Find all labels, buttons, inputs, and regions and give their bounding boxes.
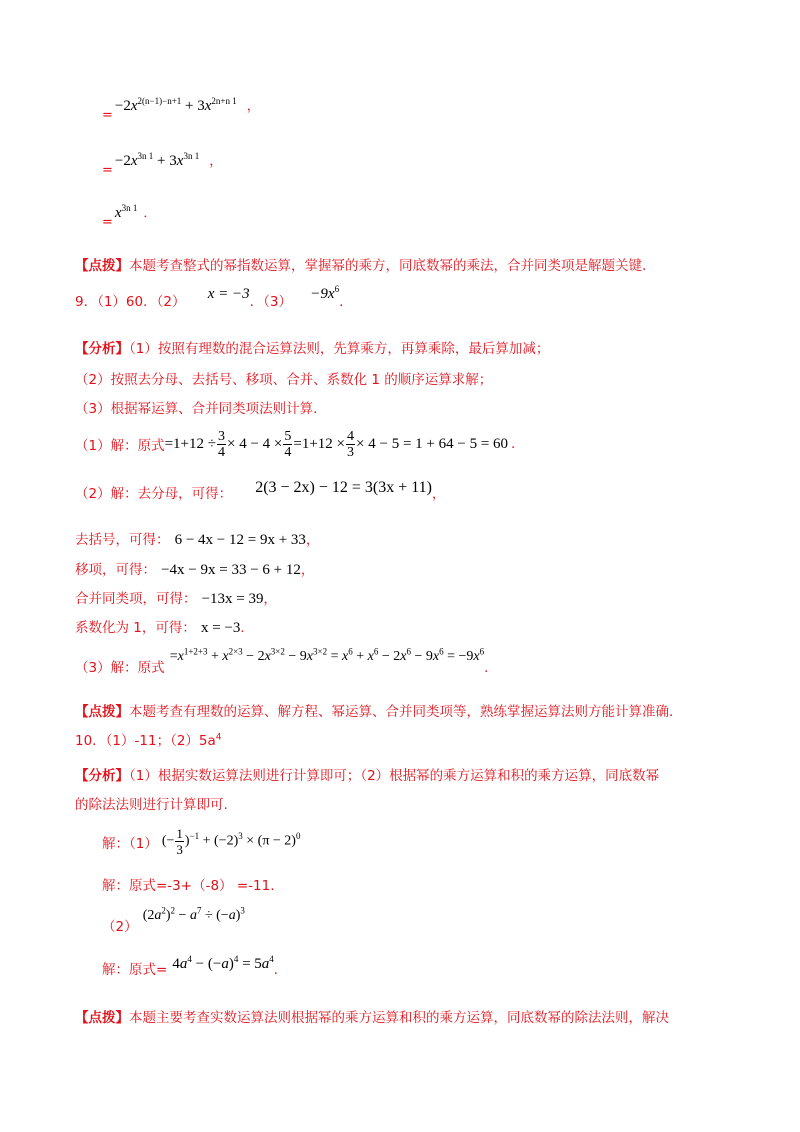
- fraction-5-4: $\frac{5}{4}$: [284, 428, 292, 460]
- solution-10-1-result: 解：原式=-3+（-8） =-11.: [102, 878, 275, 894]
- tip-tag: 【点拨】: [75, 258, 129, 274]
- analysis-10-line-1: 【分析】（1）根据实数运算法则进行计算即可；（2）根据幂的乘方运算和积的乘方运算，同底数幂: [75, 768, 660, 784]
- step-move-terms: 移项，可得： −4x − 9x = 33 − 6 + 12，: [75, 562, 314, 578]
- tip-2: 【点拨】本题考查有理数的运算、解方程、幂运算、合并同类项等，熟练掌握运算法则方能计算准确.: [75, 704, 674, 720]
- solution-10-2-problem: $_{(2)}$ $(2a^2)^2 - a^7 \div (-a)^3$: [102, 905, 245, 935]
- analysis-10-line-2: 的除法法则进行计算即可.: [75, 797, 228, 813]
- tip-1: 【点拨】本题考查整式的幂指数运算，掌握幂的乘方，同底数幂的乘法，合并同类项是解题关键.: [75, 258, 647, 274]
- step-combine-like-terms: 合并同类项，可得： −13x = 39，: [75, 591, 277, 607]
- solution-10-1: 解：（1） (− $\frac{1}{3}$ )$^{-1} + (-2)^3 \times (\pi - 2)^0$: [102, 826, 301, 857]
- step-coefficient-to-one: 系数化为 1，可得： x = −3.: [75, 620, 245, 636]
- analysis-9-line-3: （3）根据幂运算、合并同类项法则计算.: [75, 401, 318, 417]
- step-remove-brackets: 去括号，可得： 6 − 4x − 12 = 9x + 33，: [75, 532, 319, 548]
- equation-line-3: $_=x^{3n 1}$ ．: [102, 203, 157, 230]
- equation-line-2: $_=-2x^{3n 1} + 3x^{3n 1}$ ，: [102, 151, 223, 178]
- q10-answer: 10．（1）-11；$(2)5a^4$: [75, 732, 222, 749]
- solution-9-2: （2）解：去分母，可得： 2(3 − 2x) − 12 = 3(3x + 11)，: [75, 479, 446, 502]
- analysis-9-line-2: （2）按照去分母、去括号、移项、合并、系数化 1 的顺序运算求解；: [75, 372, 493, 388]
- equation-line-1: $_=-2x^{2(n-1)-n+1} + 3x^{2n+n 1}$ ，: [102, 96, 260, 123]
- solution-10-2-result: 解：原式= $4a^4 - (-a)^4 = 5a^4$.: [102, 954, 278, 978]
- fraction-4-3: $\frac{4}{3}$: [347, 428, 355, 460]
- q9-answer: 9．（1）60．（2） x = −3．$(3) -9x^6$.: [75, 284, 344, 310]
- analysis-9-line-1: 【分析】（1）按照有理数的混合运算法则，先算乘方，再算乘除，最后算加减；: [75, 341, 550, 357]
- fraction-3-4: $\frac{3}{4}$: [218, 428, 225, 460]
- solution-9-3: $_{(3)解:原式} =x^{1+2+3} + x^{2\times 3} - 2x^{3\times 2} - 9x^{3\times 2} = x^6 + x^6 - 2x^6 - 9x^6 = -9x^6_.$: [75, 646, 489, 676]
- tip-3: 【点拨】本题主要考查实数运算法则根据幂的乘方运算和积的乘方运算，同底数幂的除法法则，解决: [75, 1010, 669, 1026]
- solution-9-1: （1）解：原式 =1+12 ÷ $\frac{3}{4}$ × 4 − 4 × $\frac{5}{4}$ =1+12 × $\frac{4}{3}$ × 4 − 5 = 1 + 64 − 5 = 60 .: [75, 428, 516, 460]
